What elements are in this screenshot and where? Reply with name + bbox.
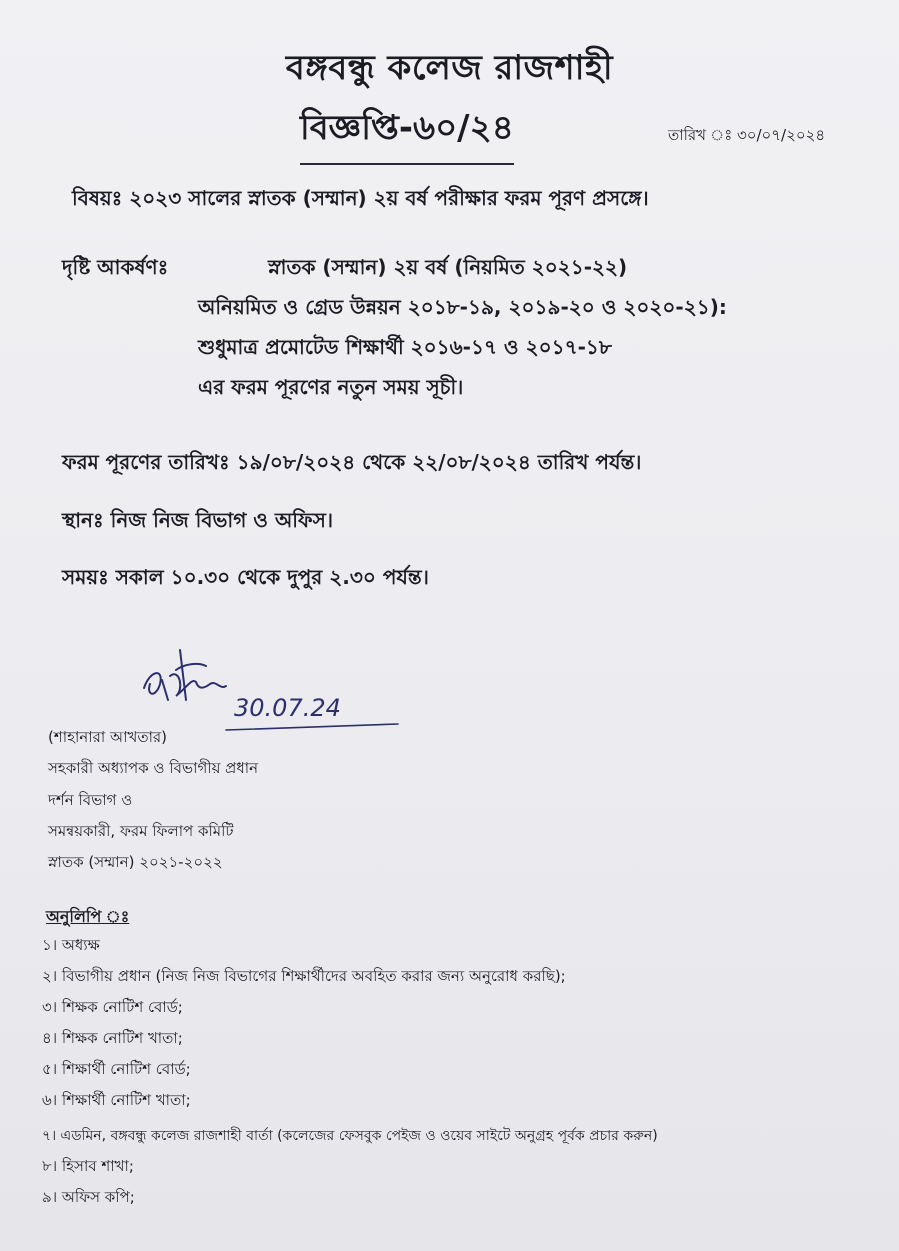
- signer-role: সমন্বয়কারী, ফরম ফিলাপ কমিটি: [48, 822, 234, 840]
- copy-item: ৮। হিসাব শাখা;: [42, 1157, 134, 1175]
- signer-name: (শাহানারা আখতার): [48, 728, 168, 746]
- copy-item: ৪। শিক্ষক নোটিশ খাতা;: [42, 1029, 183, 1047]
- form-fill-place: স্থানঃ নিজ নিজ বিভাগ ও অফিস।: [62, 508, 333, 532]
- copy-item: ১। অধ্যক্ষ: [42, 936, 100, 954]
- signer-designation: সহকারী অধ্যাপক ও বিভাগীয় প্রধান: [48, 759, 259, 777]
- attention-line: অনিয়মিত ও গ্রেড উন্নয়ন ২০১৮-১৯, ২০১৯-২০ ও ২০২০-২১):: [198, 295, 727, 319]
- form-fill-time: সময়ঃ সকাল ১০.৩০ থেকে দুপুর ২.৩০ পর্যন্ত।: [62, 565, 429, 589]
- copy-item: ৭। এডমিন, বঙ্গবন্ধু কলেজ রাজশাহী বার্তা (কলেজের ফেসবুক পেইজ ও ওয়েব সাইটে অনুগ্রহ পূর্বক প্রচার করুন): [42, 1128, 658, 1144]
- attention-label: দৃষ্টি আকর্ষণঃ: [62, 255, 169, 279]
- attention-line: স্নাতক (সম্মান) ২য় বর্ষ (নিয়মিত ২০২১-২২): [268, 255, 628, 279]
- attention-line: এর ফরম পূরণের নতুন সময় সূচী।: [198, 375, 464, 399]
- attention-line: শুধুমাত্র প্রমোটেড শিক্ষার্থী ২০১৬-১৭ ও ২০১৭-১৮: [198, 335, 612, 359]
- form-fill-date: ফরম পূরণের তারিখঃ ১৯/০৮/২০২৪ থেকে ২২/০৮/২০২৪ তারিখ পর্যন্ত।: [62, 450, 642, 474]
- copy-item: ৯। অফিস কপি;: [42, 1188, 135, 1206]
- signature-date: 30.07.24: [234, 694, 341, 722]
- copies-label: অনুলিপি ঃ: [46, 907, 130, 926]
- notice-number: বিজ্ঞপ্তি-৬০/২৪: [300, 102, 514, 165]
- notice-date: তারিখ ঃ ৩০/০৭/২০২৪: [668, 126, 826, 144]
- copy-item: ২। বিভাগীয় প্রধান (নিজ নিজ বিভাগের শিক্ষার্থীদের অবহিত করার জন্য অনুরোধ করছি);: [42, 967, 566, 985]
- handwritten-signature: [140, 640, 400, 740]
- signer-department: দর্শন বিভাগ ও: [48, 791, 133, 809]
- copy-item: ৩। শিক্ষক নোটিশ বোর্ড;: [42, 998, 183, 1016]
- copy-item: ৫। শিক্ষার্থী নোটিশ বোর্ড;: [42, 1060, 191, 1078]
- subject-line: বিষয়ঃ ২০২৩ সালের স্নাতক (সম্মান) ২য় বর্ষ পরীক্ষার ফরম পূরণ প্রসঙ্গে।: [72, 186, 649, 210]
- signer-program: স্নাতক (সম্মান) ২০২১-২০২২: [48, 853, 223, 871]
- college-name: বঙ্গবন্ধু কলেজ রাজশাহী: [285, 48, 614, 88]
- copy-item: ৬। শিক্ষার্থী নোটিশ খাতা;: [42, 1091, 191, 1109]
